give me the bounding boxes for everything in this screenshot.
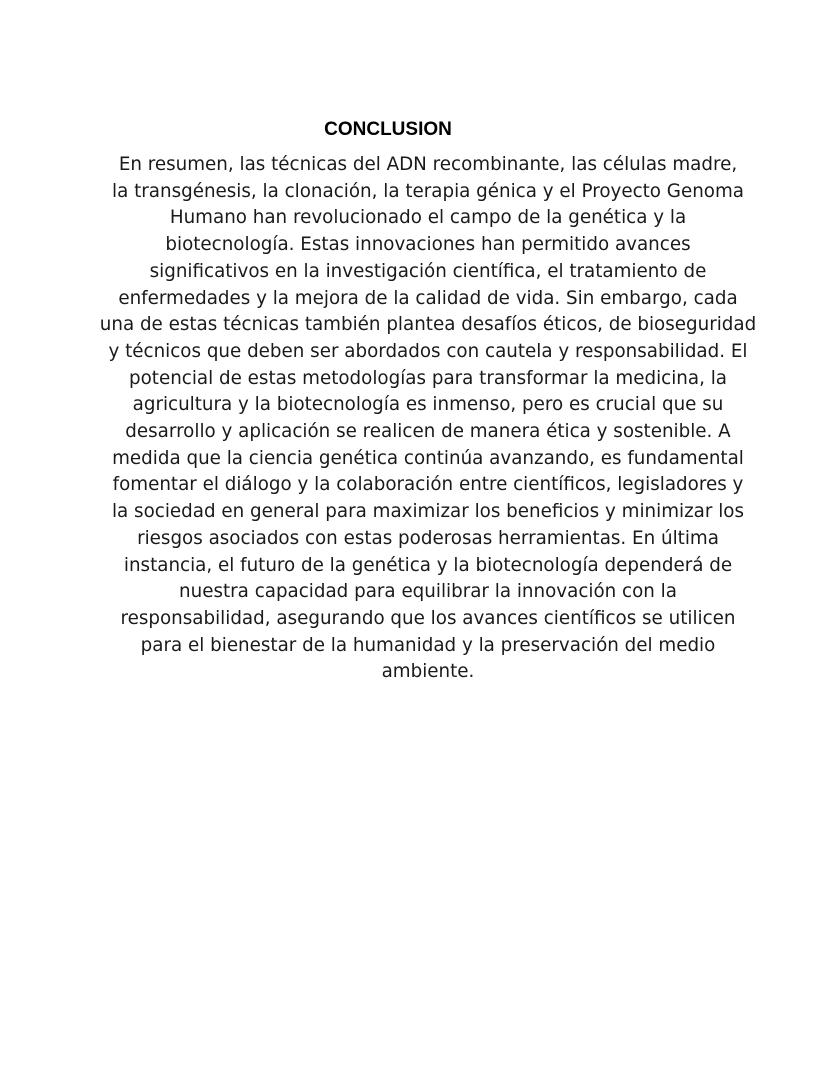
paragraph-line: fomentar el diálogo y la colaboración entre científicos, legisladores y bbox=[112, 474, 744, 496]
paragraph-line: agricultura y la biotecnología es inmenso, pero es crucial que su bbox=[132, 394, 724, 416]
paragraph-line: responsabilidad, asegurando que los avances científicos se utilicen bbox=[120, 607, 736, 629]
page-title: CONCLUSION bbox=[324, 119, 452, 140]
paragraph-line: En resumen, las técnicas del ADN recombinante, las células madre, bbox=[118, 154, 738, 175]
paragraph-line: potencial de estas metodologías para transformar la medicina, la bbox=[129, 367, 727, 389]
conclusion-paragraph bbox=[60, 152, 796, 686]
paragraph-line: medida que la ciencia genética continúa avanzando, es fundamental bbox=[112, 447, 744, 469]
paragraph-line: nuestra capacidad para equilibrar la innovación con la bbox=[179, 581, 677, 603]
paragraph-line: para el bienestar de la humanidad y la preservación del medio bbox=[140, 634, 716, 656]
paragraph-line: Humano han revolucionado el campo de la genética y la bbox=[169, 207, 687, 229]
paragraph-line: ambiente. bbox=[381, 661, 475, 683]
paragraph-line: enfermedades y la mejora de la calidad de vida. Sin embargo, cada bbox=[118, 287, 738, 309]
paragraph-line: la transgénesis, la clonación, la terapia génica y el Proyecto Genoma bbox=[112, 180, 744, 202]
paragraph-line: desarrollo y aplicación se realicen de manera ética y sostenible. A bbox=[125, 421, 731, 443]
paragraph-line: instancia, el futuro de la genética y la biotecnología dependerá de bbox=[123, 554, 733, 576]
paragraph-line: y técnicos que deben ser abordados con cautela y responsabilidad. El bbox=[108, 340, 748, 362]
paragraph-line: riesgos asociados con estas poderosas herramientas. En última bbox=[137, 527, 719, 549]
paragraph-line: significativos en la investigación científica, el tratamiento de bbox=[149, 260, 707, 282]
paragraph-line: la sociedad en general para maximizar los beneficios y minimizar los bbox=[111, 501, 745, 523]
paragraph-line: biotecnología. Estas innovaciones han permitido avances bbox=[165, 234, 691, 256]
paragraph-line: una de estas técnicas también plantea desafíos éticos, de bioseguridad bbox=[99, 314, 757, 336]
